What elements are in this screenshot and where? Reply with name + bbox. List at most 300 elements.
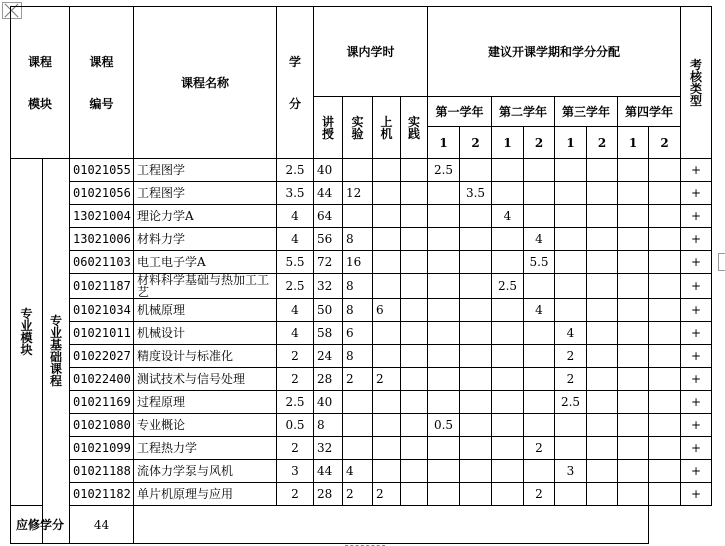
semester-cell: [428, 228, 460, 251]
semester-cell: 4: [555, 322, 587, 345]
semester-cell: [649, 251, 681, 274]
hours-cell: 40: [314, 159, 343, 182]
semester-cell: [428, 182, 460, 205]
course-code-cell: 01021099: [70, 437, 134, 460]
hours-cell: [401, 345, 428, 368]
hours-cell: [373, 205, 401, 228]
course-name-cell: 测试技术与信号处理: [134, 368, 277, 391]
header-hours-lab: [343, 97, 373, 159]
hours-cell: [373, 414, 401, 437]
semester-cell: [492, 299, 524, 322]
credit-cell: 2.5: [277, 274, 314, 299]
semester-cell: [618, 274, 649, 299]
semester-cell: [460, 460, 492, 483]
semester-cell: [492, 182, 524, 205]
course-code-cell: 01021055: [70, 159, 134, 182]
semester-cell: [618, 345, 649, 368]
semester-cell: [587, 368, 618, 391]
semester-cell: [649, 368, 681, 391]
header-hours-practice: [401, 97, 428, 159]
semester-cell: [555, 228, 587, 251]
semester-cell: [587, 437, 618, 460]
semester-cell: [649, 228, 681, 251]
hours-cell: [401, 483, 428, 506]
course-name-cell: 工程图学: [134, 182, 277, 205]
course-code-cell: 06021103: [70, 251, 134, 274]
semester-cell: [587, 322, 618, 345]
course-name-cell: 单片机原理与应用: [134, 483, 277, 506]
hours-cell: [373, 159, 401, 182]
semester-cell: [649, 483, 681, 506]
semester-cell: [618, 368, 649, 391]
header-row-1: [11, 7, 712, 97]
resize-handle[interactable]: [718, 253, 725, 271]
header-exam-type-text: 考核类型: [689, 57, 702, 108]
semester-cell: 4: [492, 205, 524, 228]
hours-cell: [401, 228, 428, 251]
hours-cell: [401, 437, 428, 460]
hours-cell: [401, 391, 428, 414]
hours-cell: 28: [314, 483, 343, 506]
course-name-cell: 理论力学A: [134, 205, 277, 228]
footer-row: [11, 506, 712, 544]
credit-cell: 5.5: [277, 251, 314, 274]
hours-cell: [401, 159, 428, 182]
hours-cell: 44: [314, 182, 343, 205]
semester-cell: [555, 437, 587, 460]
semester-cell: [587, 460, 618, 483]
semester-cell: [428, 345, 460, 368]
semester-cell: [649, 391, 681, 414]
hours-cell: 64: [314, 205, 343, 228]
semester-cell: [649, 460, 681, 483]
header-semester: 2: [524, 127, 555, 159]
exam-type-cell: +: [681, 414, 712, 437]
curriculum-table: [10, 6, 712, 544]
semester-cell: [555, 299, 587, 322]
semester-cell: [618, 159, 649, 182]
semester-cell: 2: [555, 345, 587, 368]
semester-cell: [428, 205, 460, 228]
course-code-cell: 01021169: [70, 391, 134, 414]
hours-cell: 24: [314, 345, 343, 368]
course-code-cell: 01021188: [70, 460, 134, 483]
semester-cell: [587, 391, 618, 414]
semester-cell: [524, 205, 555, 228]
semester-cell: [492, 228, 524, 251]
course-name-cell: 材料科学基础与热加工工艺: [134, 274, 277, 299]
hours-cell: 2: [343, 368, 373, 391]
course-code-cell: 13021004: [70, 205, 134, 228]
semester-cell: [460, 322, 492, 345]
header-course-module: [11, 7, 70, 159]
submodule-text: 专业基础课程: [49, 314, 62, 388]
exam-type-cell: +: [681, 228, 712, 251]
semester-cell: [555, 159, 587, 182]
semester-cell: [555, 414, 587, 437]
hours-cell: 12: [343, 182, 373, 205]
header-exam-type: [681, 7, 712, 159]
header-hours-practice-text: 实践: [407, 114, 420, 141]
semester-cell: [428, 391, 460, 414]
credit-cell: 2: [277, 368, 314, 391]
table-row: [11, 322, 712, 345]
header-semester-allocation: 建议开课学期和学分分配: [428, 7, 681, 97]
header-course-code: [70, 7, 134, 159]
semester-cell: 0.5: [428, 414, 460, 437]
semester-cell: [428, 251, 460, 274]
exam-type-cell: +: [681, 368, 712, 391]
semester-cell: [524, 274, 555, 299]
table-row: [11, 228, 712, 251]
hours-cell: [373, 182, 401, 205]
semester-cell: [460, 391, 492, 414]
semester-cell: [524, 414, 555, 437]
hours-cell: [401, 368, 428, 391]
semester-cell: [460, 368, 492, 391]
course-name-cell: 机械原理: [134, 299, 277, 322]
semester-cell: [492, 368, 524, 391]
submodule-cell: [43, 159, 70, 544]
semester-cell: [618, 251, 649, 274]
course-code-cell: 01022027: [70, 345, 134, 368]
hours-cell: 8: [343, 299, 373, 322]
course-name-cell: 电工电子学A: [134, 251, 277, 274]
header-module-line2: 模块: [27, 96, 52, 111]
semester-cell: [649, 414, 681, 437]
header-semester: 1: [428, 127, 460, 159]
header-year-4: 第四学年: [618, 97, 681, 127]
semester-cell: [428, 483, 460, 506]
header-hours-lecture-text: 讲授: [321, 114, 334, 141]
credit-cell: 2.5: [277, 159, 314, 182]
semester-cell: [428, 437, 460, 460]
hours-cell: 8: [343, 345, 373, 368]
hours-cell: 16: [343, 251, 373, 274]
semester-cell: [492, 345, 524, 368]
exam-type-cell: +: [681, 345, 712, 368]
semester-cell: 2: [555, 368, 587, 391]
course-code-cell: 01021187: [70, 274, 134, 299]
module-cell: [11, 159, 43, 506]
header-year-1: 第一学年: [428, 97, 492, 127]
semester-cell: [492, 322, 524, 345]
hours-cell: 6: [373, 299, 401, 322]
table-row: [11, 460, 712, 483]
exam-type-cell: +: [681, 391, 712, 414]
semester-cell: [618, 228, 649, 251]
semester-cell: [618, 414, 649, 437]
semester-cell: [649, 437, 681, 460]
semester-cell: [428, 274, 460, 299]
course-code-cell: 01021182: [70, 483, 134, 506]
header-course-name: 课程名称: [134, 7, 277, 159]
header-hours-computer-text: 上机: [380, 114, 393, 141]
required-credits-label: 应修学分: [11, 506, 70, 544]
credit-cell: 4: [277, 322, 314, 345]
header-semester: 1: [492, 127, 524, 159]
table-row: [11, 483, 712, 506]
hours-cell: [401, 205, 428, 228]
header-year-3: 第三学年: [555, 97, 618, 127]
hours-cell: [373, 251, 401, 274]
course-code-cell: 01022400: [70, 368, 134, 391]
course-code-cell: 01021011: [70, 322, 134, 345]
header-code-line2: 编号: [89, 96, 114, 111]
semester-cell: [587, 205, 618, 228]
hours-cell: 8: [343, 274, 373, 299]
semester-cell: [460, 251, 492, 274]
header-code-line1: 课程: [89, 54, 114, 69]
semester-cell: [524, 159, 555, 182]
semester-cell: [460, 159, 492, 182]
hours-cell: 72: [314, 251, 343, 274]
semester-cell: 2: [524, 437, 555, 460]
hours-cell: [373, 322, 401, 345]
course-name-cell: 材料力学: [134, 228, 277, 251]
semester-cell: [524, 368, 555, 391]
exam-type-cell: +: [681, 437, 712, 460]
hours-cell: [343, 159, 373, 182]
semester-cell: [618, 205, 649, 228]
table-row: [11, 274, 712, 299]
semester-cell: [587, 159, 618, 182]
semester-cell: [460, 228, 492, 251]
hours-cell: 32: [314, 437, 343, 460]
header-semester: 1: [555, 127, 587, 159]
footer-empty-cell: [134, 506, 649, 544]
table-row: [11, 159, 712, 182]
header-year-2: 第二学年: [492, 97, 555, 127]
course-code-cell: 01021056: [70, 182, 134, 205]
hours-cell: [343, 205, 373, 228]
hours-cell: 6: [343, 322, 373, 345]
semester-cell: [587, 182, 618, 205]
hours-cell: 50: [314, 299, 343, 322]
semester-cell: [460, 437, 492, 460]
hours-cell: 8: [343, 228, 373, 251]
exam-type-cell: +: [681, 205, 712, 228]
table-row: [11, 368, 712, 391]
semester-cell: [649, 299, 681, 322]
hours-cell: 40: [314, 391, 343, 414]
hours-cell: [401, 414, 428, 437]
course-code-cell: 01021034: [70, 299, 134, 322]
semester-cell: [587, 483, 618, 506]
semester-cell: [428, 322, 460, 345]
credit-cell: 3.5: [277, 182, 314, 205]
semester-cell: [460, 274, 492, 299]
semester-cell: 2.5: [555, 391, 587, 414]
semester-cell: [524, 182, 555, 205]
semester-cell: 4: [524, 299, 555, 322]
credit-cell: 2: [277, 483, 314, 506]
semester-cell: [618, 437, 649, 460]
semester-cell: [428, 368, 460, 391]
header-hours-lecture: [314, 97, 343, 159]
module-text: 专业模块: [20, 307, 33, 357]
header-credit: [277, 7, 314, 159]
course-name-cell: 流体力学泵与风机: [134, 460, 277, 483]
hours-cell: 4: [343, 460, 373, 483]
table-row: [11, 437, 712, 460]
hours-cell: [401, 299, 428, 322]
hours-cell: 58: [314, 322, 343, 345]
semester-cell: [524, 345, 555, 368]
hours-cell: [343, 391, 373, 414]
hours-cell: [373, 437, 401, 460]
semester-cell: [649, 182, 681, 205]
semester-cell: [649, 205, 681, 228]
semester-cell: [555, 182, 587, 205]
credit-cell: 3: [277, 460, 314, 483]
credit-cell: 2: [277, 345, 314, 368]
hours-cell: [373, 274, 401, 299]
header-semester: 1: [618, 127, 649, 159]
semester-cell: [587, 414, 618, 437]
hours-cell: 8: [314, 414, 343, 437]
course-name-cell: 工程图学: [134, 159, 277, 182]
semester-cell: 3.5: [460, 182, 492, 205]
hours-cell: [401, 274, 428, 299]
hours-cell: [401, 251, 428, 274]
exam-type-cell: +: [681, 460, 712, 483]
header-module-line1: 课程: [27, 54, 52, 69]
hours-cell: [373, 228, 401, 251]
exam-type-cell: +: [681, 251, 712, 274]
semester-cell: [460, 205, 492, 228]
hours-cell: [401, 182, 428, 205]
credit-cell: 4: [277, 228, 314, 251]
hours-cell: [401, 460, 428, 483]
header-semester: 2: [460, 127, 492, 159]
credit-cell: 2.5: [277, 391, 314, 414]
semester-cell: 2.5: [492, 274, 524, 299]
header-class-hours: 课内学时: [314, 7, 428, 97]
course-name-cell: 精度设计与标准化: [134, 345, 277, 368]
semester-cell: [460, 345, 492, 368]
semester-cell: [492, 391, 524, 414]
hours-cell: 32: [314, 274, 343, 299]
hours-cell: [373, 460, 401, 483]
semester-cell: [524, 322, 555, 345]
semester-cell: [649, 322, 681, 345]
header-credit-line2: 分: [288, 96, 301, 111]
hours-cell: 56: [314, 228, 343, 251]
semester-cell: [555, 205, 587, 228]
semester-cell: [555, 274, 587, 299]
table-row: [11, 205, 712, 228]
course-code-cell: 01021080: [70, 414, 134, 437]
exam-type-cell: +: [681, 182, 712, 205]
hours-cell: 2: [373, 368, 401, 391]
semester-cell: [649, 345, 681, 368]
semester-cell: [587, 299, 618, 322]
table-row: [11, 182, 712, 205]
semester-cell: [460, 299, 492, 322]
semester-cell: 2: [524, 483, 555, 506]
semester-cell: [618, 322, 649, 345]
semester-cell: [587, 274, 618, 299]
course-name-cell: 机械设计: [134, 322, 277, 345]
table-row: [11, 345, 712, 368]
hours-cell: [373, 345, 401, 368]
credit-cell: 0.5: [277, 414, 314, 437]
semester-cell: [492, 460, 524, 483]
semester-cell: [428, 460, 460, 483]
semester-cell: [492, 414, 524, 437]
semester-cell: 4: [524, 228, 555, 251]
hours-cell: [343, 414, 373, 437]
semester-cell: [618, 460, 649, 483]
credit-cell: 2: [277, 437, 314, 460]
header-credit-line1: 学: [288, 54, 301, 69]
semester-cell: [618, 391, 649, 414]
semester-cell: [555, 251, 587, 274]
header-hours-lab-text: 实验: [351, 114, 364, 141]
course-name-cell: 专业概论: [134, 414, 277, 437]
hours-cell: 2: [343, 483, 373, 506]
hours-cell: 44: [314, 460, 343, 483]
semester-cell: [492, 483, 524, 506]
semester-cell: [649, 159, 681, 182]
semester-cell: [587, 228, 618, 251]
required-credits-total: 44: [70, 506, 134, 544]
semester-cell: [492, 437, 524, 460]
semester-cell: [492, 251, 524, 274]
table-body: [11, 7, 712, 544]
semester-cell: [492, 159, 524, 182]
table-row: [11, 251, 712, 274]
course-code-cell: 13021006: [70, 228, 134, 251]
semester-cell: [649, 274, 681, 299]
semester-cell: [428, 299, 460, 322]
exam-type-cell: +: [681, 299, 712, 322]
credit-cell: 4: [277, 205, 314, 228]
header-semester: 2: [649, 127, 681, 159]
course-name-cell: 工程热力学: [134, 437, 277, 460]
semester-cell: 3: [555, 460, 587, 483]
hours-cell: [373, 391, 401, 414]
exam-type-cell: +: [681, 159, 712, 182]
semester-cell: [524, 391, 555, 414]
semester-cell: [618, 299, 649, 322]
semester-cell: [524, 460, 555, 483]
semester-cell: [618, 182, 649, 205]
hours-cell: 28: [314, 368, 343, 391]
table-row: [11, 391, 712, 414]
exam-type-cell: +: [681, 274, 712, 299]
semester-cell: [460, 414, 492, 437]
semester-cell: [587, 345, 618, 368]
semester-cell: 5.5: [524, 251, 555, 274]
semester-cell: [460, 483, 492, 506]
course-name-cell: 过程原理: [134, 391, 277, 414]
hours-cell: 2: [373, 483, 401, 506]
header-hours-computer: [373, 97, 401, 159]
exam-type-cell: +: [681, 322, 712, 345]
semester-cell: 2.5: [428, 159, 460, 182]
table-row: [11, 414, 712, 437]
header-semester: 2: [587, 127, 618, 159]
semester-cell: [555, 483, 587, 506]
exam-type-cell: +: [681, 483, 712, 506]
hours-cell: [401, 322, 428, 345]
hours-cell: [343, 437, 373, 460]
table-row: [11, 299, 712, 322]
semester-cell: [587, 251, 618, 274]
credit-cell: 4: [277, 299, 314, 322]
